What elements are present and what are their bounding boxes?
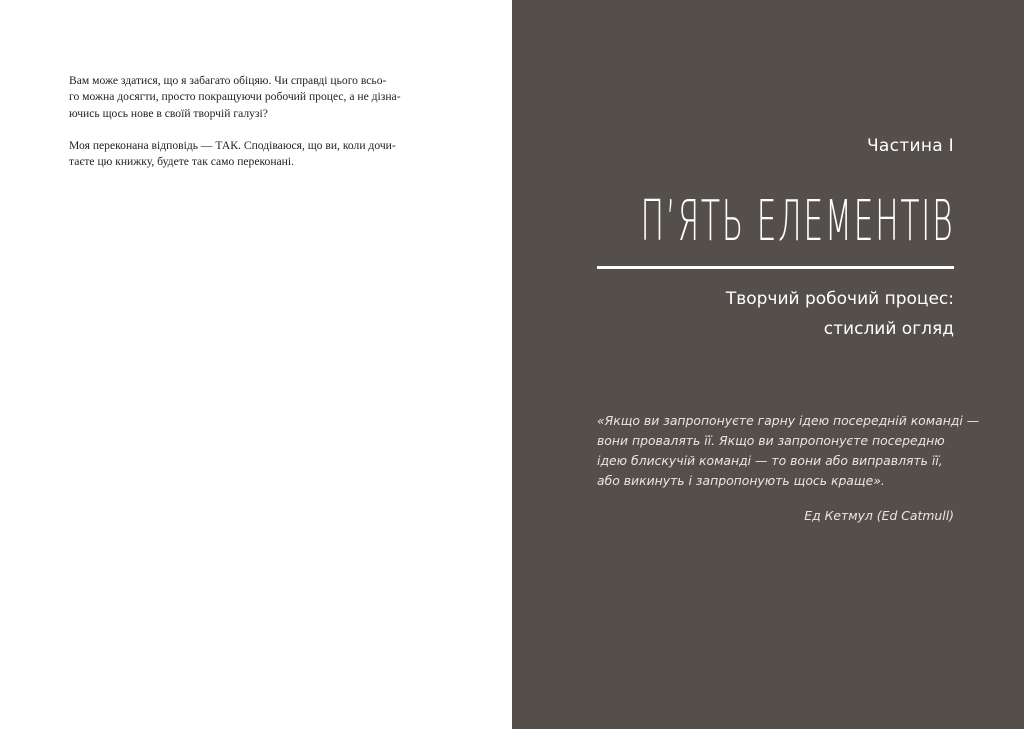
quote-author: Ед Кетмул (Ed Catmull) [804, 508, 954, 523]
paragraph-line: таєте цю книжку, будете так само переконані. [69, 155, 294, 169]
paragraph-line: Вам може здатися, що я забагато обіцяю. Чи справді цього всьо- [69, 74, 387, 88]
paragraph-line: го можна досягти, просто покращуючи робочий процес, а не дізна- [69, 90, 401, 104]
part-label: Частина І [866, 136, 954, 156]
paragraph-line: ючись щось нове в своїй творчій галузі? [69, 106, 268, 120]
quote-line: ідею блискучій команді — то вони або виправлять її, [597, 453, 943, 468]
quote-line: «Якщо ви запропонуєте гарну ідею посередній команді — [597, 413, 980, 428]
right-page [512, 0, 1024, 729]
subtitle-line: стислий огляд [823, 319, 954, 339]
body-text [69, 57, 431, 170]
paragraph-2 [69, 122, 431, 171]
epigraph-quote [597, 411, 980, 491]
paragraph-line: Моя переконана відповідь — ТАК. Сподіваюся, що ви, коли дочи- [69, 139, 396, 153]
quote-line: або викинуть і запропонують щось краще». [597, 473, 885, 488]
subtitle [554, 284, 954, 344]
part-title: П’ЯТЬ ЕЛЕМЕНТІВ [640, 189, 954, 254]
paragraph-1 [69, 57, 431, 122]
title-divider [597, 266, 954, 269]
quote-line: вони провалять її. Якщо ви запропонуєте посередню [597, 433, 945, 448]
subtitle-line: Творчий робочий процес: [725, 289, 954, 309]
